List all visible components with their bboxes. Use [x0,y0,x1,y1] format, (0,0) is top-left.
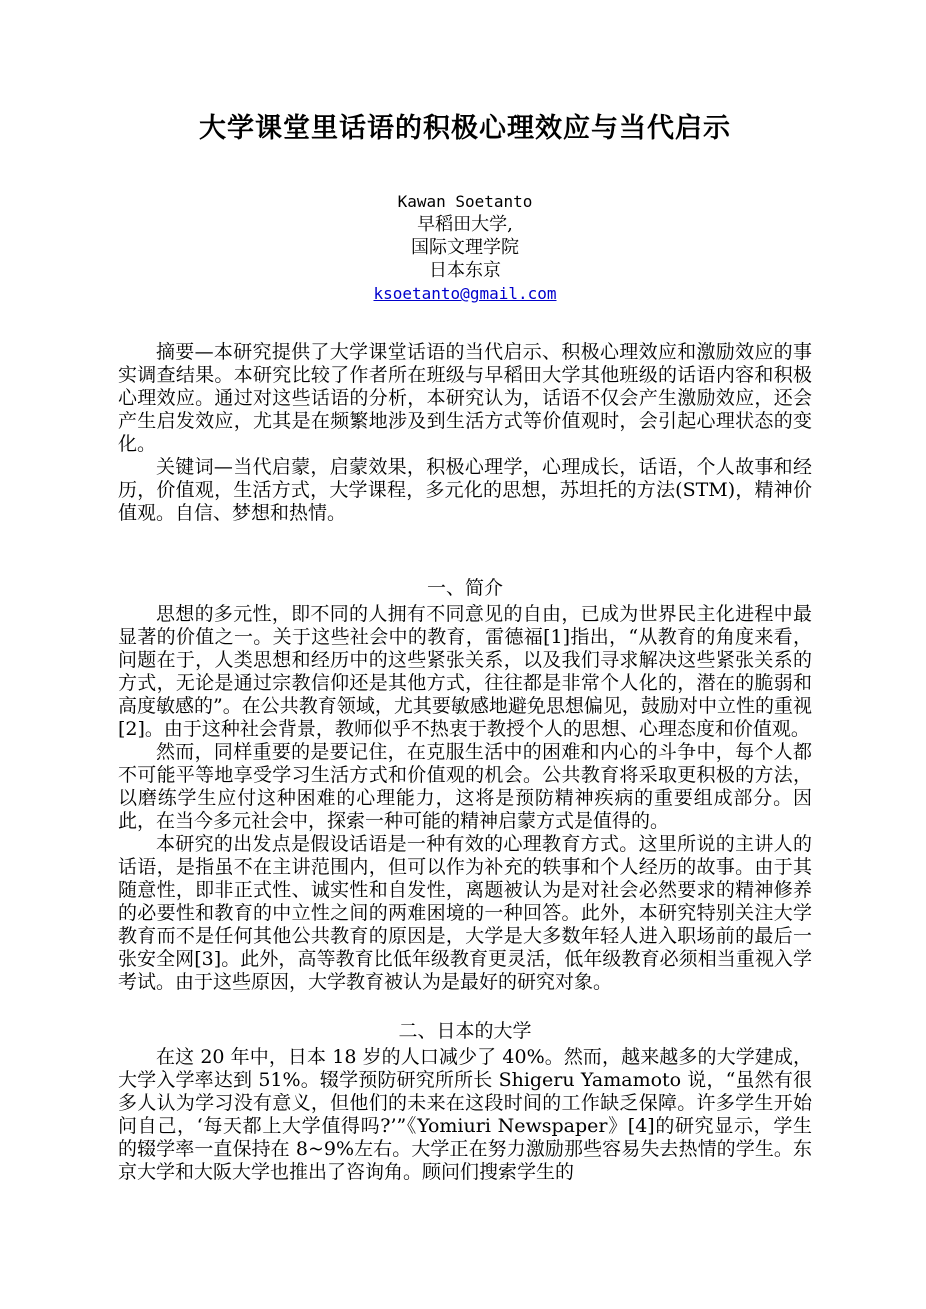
section-heading-introduction: 一、简介 [426,577,503,599]
author-email-line [118,282,812,305]
body-paragraph: 本研究的出发点是假设话语是一种有效的心理教育方式。这里所说的主讲人的话语，是指虽不在主讲范围内，但可以作为补充的轶事和个人经历的故事。由于其随意性，即非正式性、诚实性和自发性，离题被认为是对社会必然要求的精神修养的必要性和教育的中立性之间的两难困境的一种回答。此外，本研究特别关注大学教育而不是任何其他公共教育的原因是，大学是大多数年轻人进入职场前的最后一张安全网[3]。此外，高等教育比低年级教育更灵活，低年级教育必须相当重视入学考试。由于这些原因，大学教育被认为是最好的研究对象。 [118,833,812,993]
keywords-paragraph: 关键词—当代启蒙，启蒙效果，积极心理学，心理成长，话语，个人故事和经历，价值观，生活方式，大学课程，多元化的思想，苏坦托的方法(STM)，精神价值观。自信、梦想和热情。 [118,456,812,524]
body-paragraph: 然而，同样重要的是要记住，在克服生活中的困难和内心的斗争中，每个人都不可能平等地享受学习生活方式和价值观的机会。公共教育将采取更积极的方法，以磨练学生应付这种困难的心理能力，这将是预防精神疾病的重要组成部分。因此，在当今多元社会中，探索一种可能的精神启蒙方式是值得的。 [118,741,812,832]
body-paragraph: 在这 20 年中，日本 18 岁的人口减少了 40%。然而，越来越多的大学建成，大学入学率达到 51%。辍学预防研究所所长 Shigeru Yamamoto 说，“虽然有很多人认为学习没有意义，但他们的未来在这段时间的工作缺乏保障。许多学生开始问自己，‘每天都上大学值得吗?’”《Yomiuri Newspaper》[4]的研究显示，学生的辍学率一直保持在 8~9%左右。大学正在努力激励那些容易失去热情的学生。东京大学和大阪大学也推出了咨询角。顾问们搜索学生的 [118,1046,812,1183]
body-paragraph: 思想的多元性，即不同的人拥有不同意见的自由，已成为世界民主化进程中最显著的价值之一。关于这些社会中的教育，雷德福[1]指出，“从教育的角度来看，问题在于，人类思想和经历中的这些紧张关系，以及我们寻求解决这些紧张关系的方式，无论是通过宗教信仰还是其他方式，往往都是非常个人化的，潜在的脆弱和高度敏感的”。在公共教育领域，尤其要敏感地避免思想偏见，鼓励对中立性的重视[2]。由于这种社会背景，教师似乎不热衷于教授个人的思想、心理态度和价值观。 [118,603,812,740]
section-heading-japanese-universities: 二、日本的大学 [398,1020,532,1042]
author-affiliation-school: 国际文理学院 [411,237,519,258]
paper-title: 大学课堂里话语的积极心理效应与当代启示 [199,113,731,144]
author-location: 日本东京 [429,260,501,281]
abstract-paragraph: 摘要—本研究提供了大学课堂话语的当代启示、积极心理效应和激励效应的事实调查结果。本研究比较了作者所在班级与早稻田大学其他班级的话语内容和积极心理效应。通过对这些话语的分析，本研究认为，话语不仅会产生激励效应，还会产生启发效应，尤其是在频繁地涉及到生活方式等价值观时，会引起心理状态的变化。 [118,341,812,455]
author-affiliation-university: 早稻田大学, [417,214,513,235]
author-name: Kawan Soetanto [397,192,533,211]
author-block [118,190,812,305]
author-email-link[interactable]: ksoetanto@gmail.com [373,284,557,303]
